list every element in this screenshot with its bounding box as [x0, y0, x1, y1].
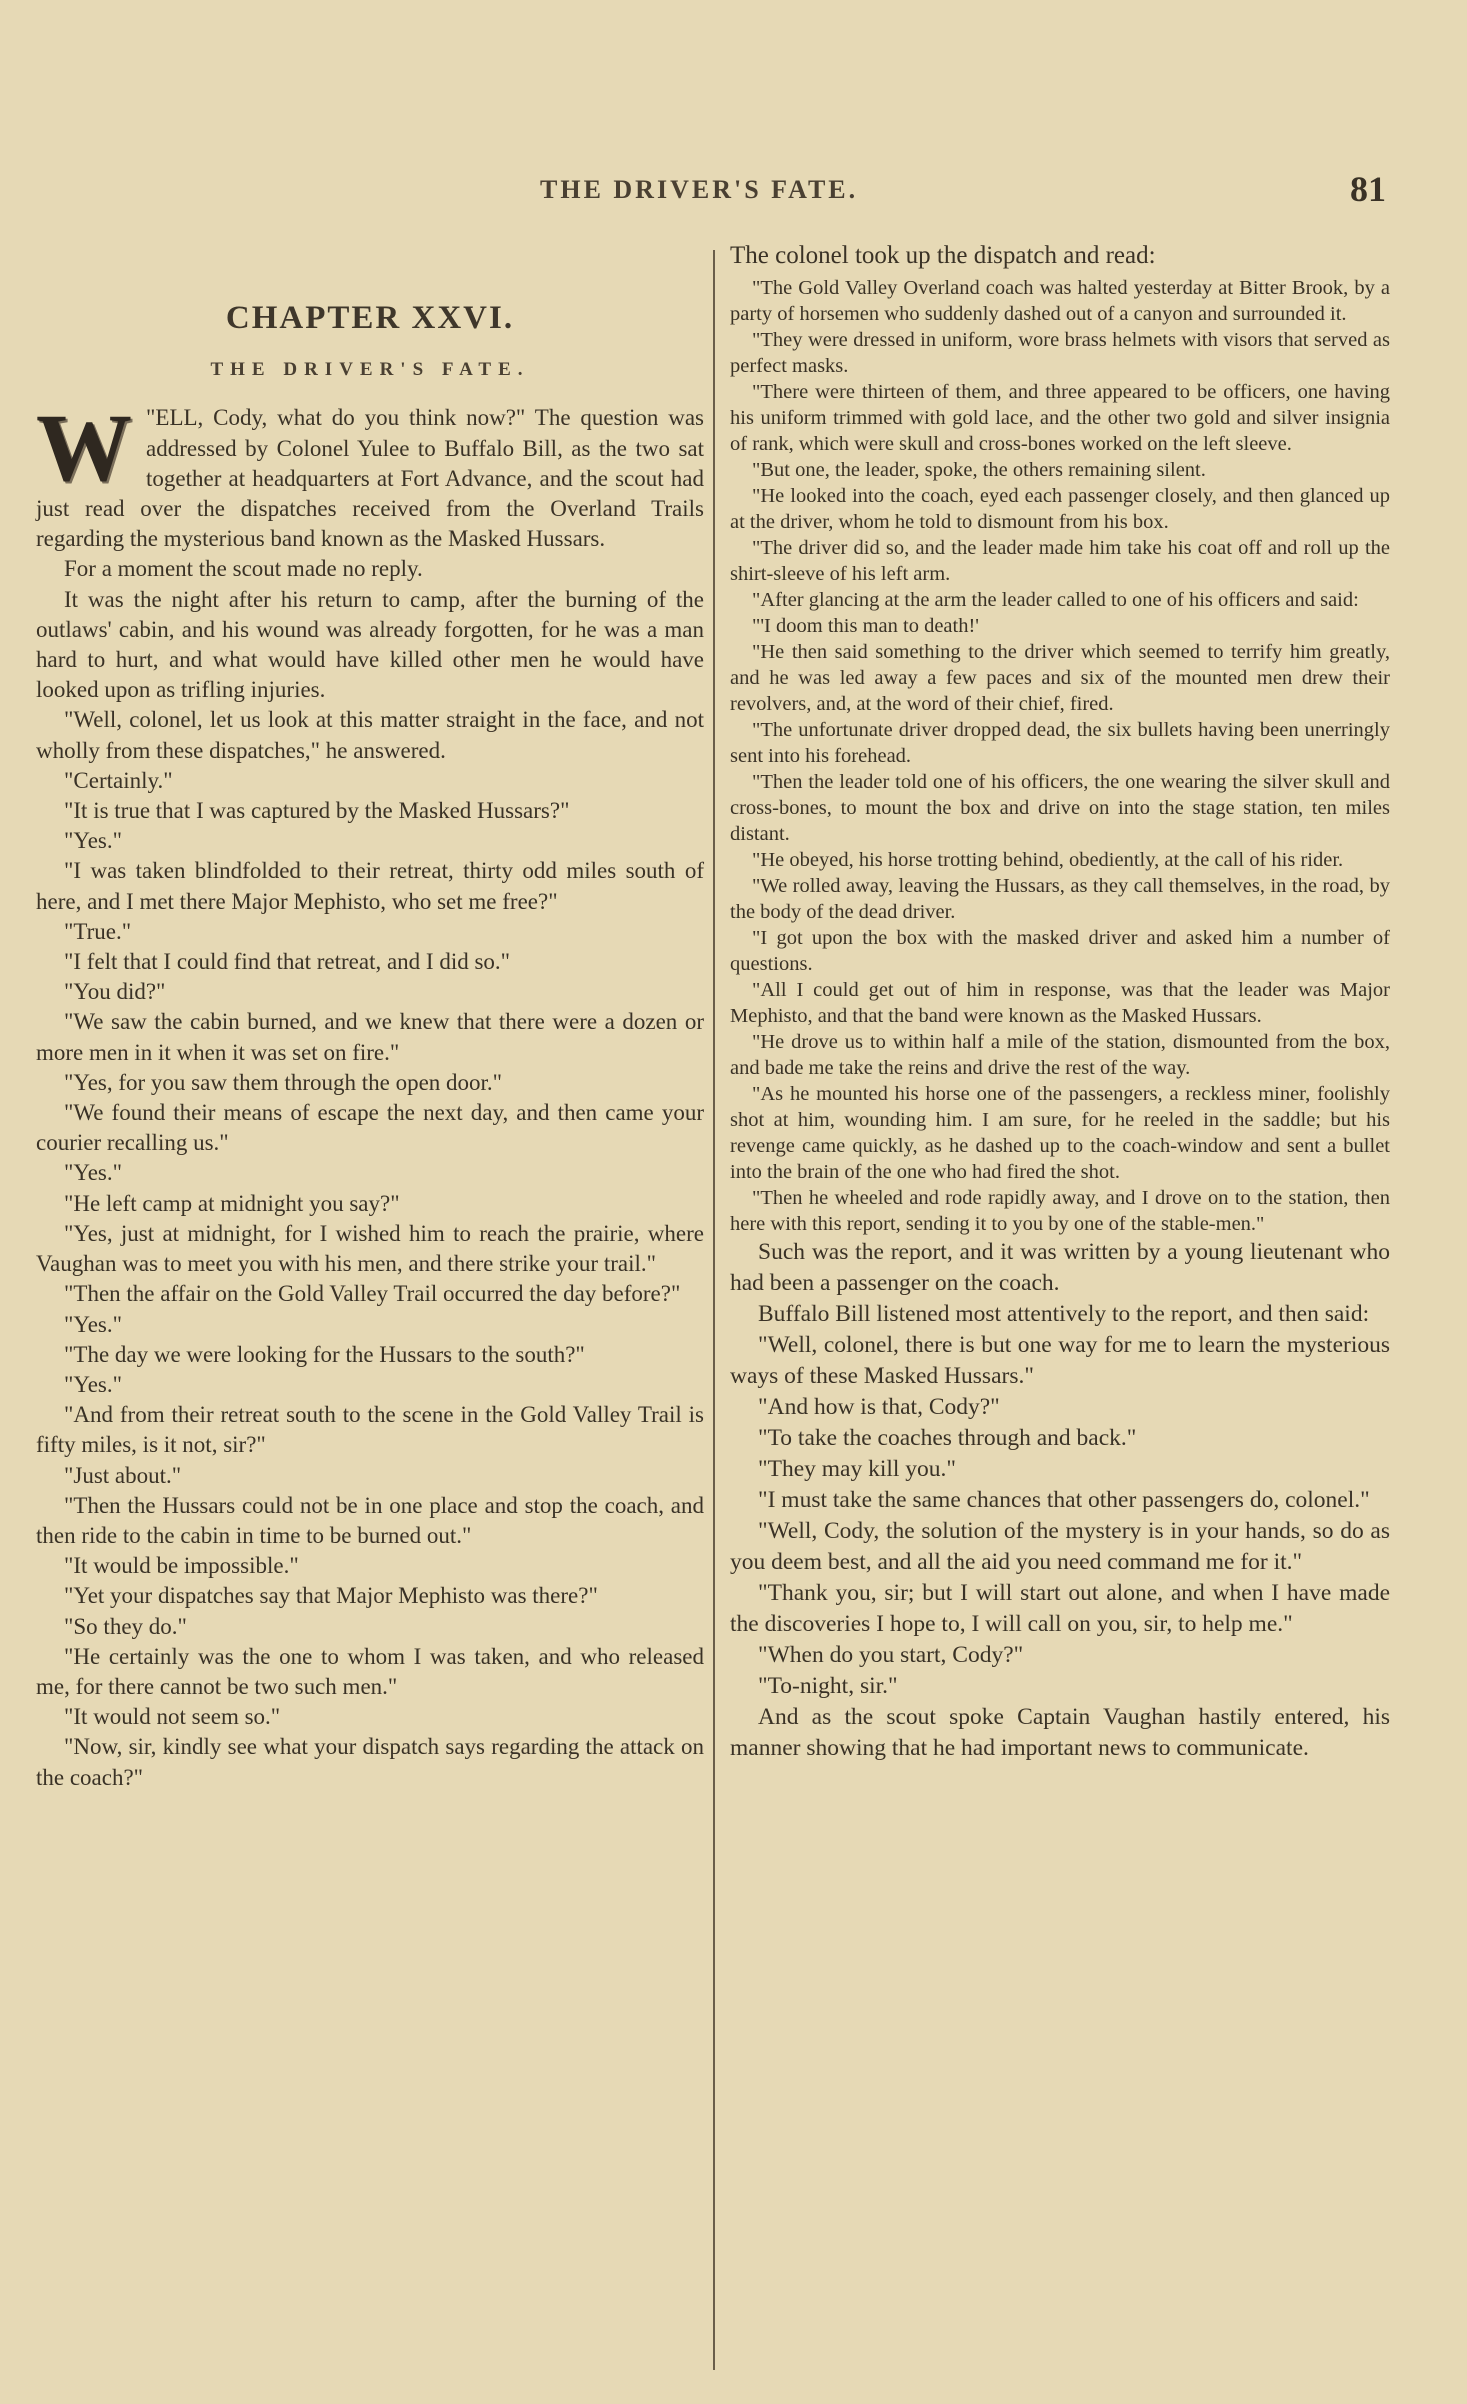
paragraph: "We saw the cabin burned, and we knew that there were a dozen or more men in it when it was set on fire." [36, 1009, 704, 1065]
paragraph: "Certainly." [64, 767, 173, 793]
paragraph: "It would be impossible." [64, 1553, 299, 1579]
dispatch-paragraph: "But one, the leader, spoke, the others remaining silent. [752, 459, 1206, 481]
dispatch-paragraph: "The Gold Valley Overland coach was halted yesterday at Bitter Brook, by a party of horsemen who suddenly dashed out of a canyon and surrounded it. [730, 277, 1390, 325]
paragraph: "Then the Hussars could not be in one place and stop the coach, and then ride to the cabin in time to be burned out." [36, 1492, 704, 1548]
right-column [730, 240, 1390, 1764]
chapter-title: CHAPTER XXVI. [225, 300, 515, 336]
dispatch-paragraph: "The unfortunate driver dropped dead, the six bullets having been unerringly sent into his forehead. [730, 719, 1390, 767]
dispatch-paragraph: "He drove us to within half a mile of the station, dismounted from the box, and bade me take the reins and drive the rest of the way. [730, 1031, 1390, 1079]
open-quote: " [146, 405, 156, 431]
paragraph: "And how is that, Cody?" [758, 1394, 1000, 1420]
dispatch-paragraph: "The driver did so, and the leader made him take his coat off and roll up the shirt-sleeve of his left arm. [730, 537, 1390, 585]
dispatch-paragraph: "Then he wheeled and rode rapidly away, and I drove on to the station, then here with this report, sending it to you by one of the stable-men." [730, 1187, 1390, 1235]
paragraph: "I felt that I could find that retreat, and I did so." [64, 949, 511, 975]
paragraph: And as the scout spoke Captain Vaughan hastily entered, his manner showing that he had important news to communicate. [730, 1704, 1390, 1761]
paragraph: "It is true that I was captured by the Masked Hussars?" [64, 798, 570, 824]
left-paragraphs [36, 554, 704, 1792]
paragraph: "When do you start, Cody?" [758, 1642, 1024, 1668]
paragraph: Buffalo Bill listened most attentively to the report, and then said: [758, 1301, 1370, 1327]
paragraph: "Yes, just at midnight, for I wished him to reach the prairie, where Vaughan was to meet you with his men, and there strike your trail." [36, 1220, 704, 1277]
paragraph: It was the night after his return to camp, after the burning of the outlaws' cabin, and his wound was already forgotten, for he was a man hard to hurt, and what would have killed other men he would have looked upon as trifling injuries. [36, 586, 704, 703]
paragraph: "Just about." [64, 1462, 182, 1488]
paragraph: "Yes." [64, 1371, 122, 1397]
opening-paragraph [36, 394, 704, 554]
paragraph: Such was the report, and it was written by a young lieutenant who had been a passenger on the coach. [730, 1239, 1390, 1296]
running-head: THE DRIVER'S FATE. [540, 175, 859, 204]
paragraph: "Now, sir, kindly see what your dispatch says regarding the attack on the coach?" [36, 1734, 704, 1790]
dispatch-paragraph: "Then the leader told one of his officers, the one wearing the silver skull and cross-bones, to mount the box and drive on into the stage station, ten miles distant. [730, 771, 1390, 845]
dispatch-paragraph: "After glancing at the arm the leader called to one of his officers and said: [752, 589, 1359, 611]
paragraph: "I was taken blindfolded to their retreat, thirty odd miles south of here, and I met there Major Mephisto, who set me free?" [36, 858, 704, 914]
left-column [36, 295, 704, 1793]
paragraph: "He left camp at midnight you say?" [64, 1190, 400, 1216]
paragraph: "To take the coaches through and back." [758, 1425, 1137, 1451]
paragraph: "I must take the same chances that other passengers do, colonel." [758, 1487, 1370, 1513]
dispatch-lead: The colonel took up the dispatch and read: [730, 242, 1156, 269]
right-paragraphs [730, 1237, 1390, 1764]
paragraph: "They may kill you." [758, 1456, 957, 1482]
paragraph: "Well, colonel, let us look at this matter straight in the face, and not wholly from these dispatches," he answered. [36, 707, 704, 763]
dispatch-paragraph: "They were dressed in uniform, wore brass helmets with visors that served as perfect masks. [730, 329, 1390, 377]
paragraph: "True." [64, 918, 132, 944]
paragraph: "It would not seem so." [64, 1704, 281, 1730]
dispatch-paragraph: "He looked into the coach, eyed each passenger closely, and then glanced up at the driver, whom he told to dismount from his box. [730, 485, 1390, 533]
paragraph: "He certainly was the one to whom I was taken, and who released me, for there cannot be two such men." [36, 1643, 704, 1699]
paragraph: "Yes." [64, 828, 122, 854]
dispatch-text [730, 275, 1390, 1237]
paragraph: "Well, Cody, the solution of the mystery is in your hands, so do as you deem best, and all the aid you need command me for it." [730, 1518, 1390, 1575]
paragraph: "We found their means of escape the next day, and then came your courier recalling us." [36, 1100, 704, 1156]
dispatch-paragraph: "We rolled away, leaving the Hussars, as they call themselves, in the road, by the body of the dead driver. [730, 875, 1390, 923]
paragraph: "Yet your dispatches say that Major Mephisto was there?" [64, 1583, 598, 1609]
paragraph: "Yes, for you saw them through the open door." [64, 1069, 503, 1095]
column-divider [713, 250, 715, 2370]
dispatch-paragraph: "There were thirteen of them, and three appeared to be officers, one having his uniform trimmed with gold lace, and the other two gold and silver insignia of rank, which were skull and cross-bones worked on the left sleeve. [730, 381, 1390, 455]
paragraph: "Yes." [64, 1311, 122, 1337]
dispatch-paragraph: "He then said something to the driver which seemed to terrify him greatly, and he was led away a few paces and six of the mounted men drew their revolvers, and, at the word of their chief, fired. [730, 641, 1390, 715]
paragraph: "The day we were looking for the Hussars to the south?" [64, 1341, 585, 1367]
dispatch-paragraph: "I got upon the box with the masked driver and asked him a number of questions. [730, 927, 1390, 975]
paragraph: For a moment the scout made no reply. [64, 556, 423, 582]
paragraph: "You did?" [64, 979, 166, 1005]
dispatch-paragraph: "As he mounted his horse one of the passengers, a reckless miner, foolishly shot at him, wounding him. I am sure, for he reeled in the saddle; but his revenge came quickly, as he dashed up to the coach-window and sent a bullet into the brain of the one who had fired the shot. [730, 1083, 1390, 1183]
paragraph: "Then the affair on the Gold Valley Trail occurred the day before?" [64, 1281, 681, 1307]
paragraph: "And from their retreat south to the scene in the Gold Valley Trail is fifty miles, is it not, sir?" [36, 1402, 704, 1458]
page-number: 81 [1350, 169, 1386, 209]
dispatch-paragraph: "He obeyed, his horse trotting behind, obediently, at the call of his rider. [752, 849, 1344, 871]
dispatch-paragraph: "'I doom this man to death!' [752, 615, 979, 637]
paragraph: "So they do." [64, 1613, 187, 1639]
opening-paragraph-text: ELL, Cody, what do you think now?" The question was addressed by Colonel Yulee to Buffalo Bill, as the two sat together at headquarters at Fort Advance, and the scout had just read over the dispatches received from the Overland Trails regarding the mysterious band known as the Masked Hussars. [36, 405, 704, 552]
paragraph: "Well, colonel, there is but one way for me to learn the mysterious ways of these Masked Hussars." [730, 1332, 1390, 1389]
dispatch-paragraph: "All I could get out of him in response, was that the leader was Major Mephisto, and that the band were known as the Masked Hussars. [730, 979, 1390, 1027]
dropcap-letter: W [36, 394, 132, 502]
paragraph: "Yes." [64, 1160, 122, 1186]
chapter-subtitle: THE DRIVER'S FATE. [210, 359, 530, 381]
paragraph: "To-night, sir." [758, 1673, 898, 1699]
paragraph: "Thank you, sir; but I will start out alone, and when I have made the discoveries I hope to, I will call on you, sir, to help me." [730, 1580, 1390, 1637]
